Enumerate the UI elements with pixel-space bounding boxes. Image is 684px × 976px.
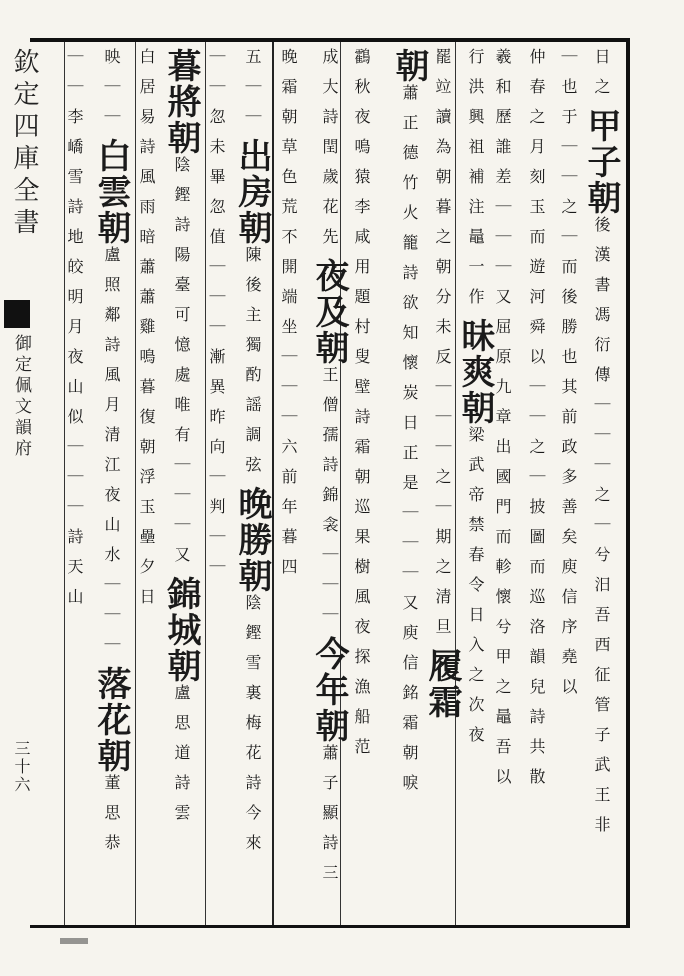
entry-heading: 落花朝 <box>91 666 131 774</box>
text-column <box>560 48 576 708</box>
text-column <box>138 48 154 618</box>
entry-text: 陰鏗詩陽臺可憶處唯有｜｜｜又 <box>172 156 191 576</box>
entry-heading: 暮將朝 <box>161 48 201 156</box>
text-column <box>280 48 296 588</box>
entry-heading: 晚勝朝 <box>232 486 272 594</box>
text-column <box>581 48 621 846</box>
entry-heading: 夜及朝 <box>309 258 349 366</box>
entry-heading: 錦城朝 <box>161 576 201 684</box>
entry-text: 罷竝讀為朝暮之朝 <box>433 48 452 288</box>
entry-text: 詩天山 <box>65 528 84 618</box>
text-column <box>208 48 224 588</box>
entry-text: 成大詩閏歲花先 <box>320 48 339 258</box>
entry-heading: 白雲朝 <box>91 138 131 246</box>
entry-text: ｜｜ <box>65 48 84 108</box>
text-column <box>309 48 349 894</box>
entry-text: 六前年暮四 <box>279 438 298 588</box>
entry-text: ｜｜ <box>207 48 226 108</box>
entry-text: 董思恭 <box>102 774 121 864</box>
entry-text: 日之 <box>592 48 611 108</box>
entry-text: 仲春之月刻玉而遊河舜以｜｜之｜披圖而巡洛韻兒詩共散 <box>527 48 546 798</box>
entry-text: 陳後主獨酌謡調弦 <box>243 246 262 486</box>
text-column <box>494 48 510 798</box>
entry-text: 漸異昨向｜判｜｜ <box>207 348 226 588</box>
entry-text: 陰鏗雪裏梅花詩今來 <box>243 594 262 864</box>
entry-text: 行洪興祖補注鼂一作 <box>466 48 485 318</box>
entry-text: 後漢書馮衍傳｜｜｜之｜兮汨吾西征管子武王非 <box>592 216 611 846</box>
text-column <box>422 48 462 720</box>
footer-smudge <box>60 938 88 944</box>
entry-text: 鸖秋夜鳴猿李咸用題村叟壁詩霜朝巡果樹風夜探漁船范 <box>352 48 371 768</box>
fishtail-mark <box>4 300 30 328</box>
entry-text: 盧照鄰詩風月清江夜山水｜｜｜ <box>102 246 121 666</box>
text-column <box>389 48 429 804</box>
text-column <box>161 48 201 834</box>
entry-heading: 出房朝 <box>232 138 272 246</box>
margin-book-title: 御定佩文韻府 <box>11 334 31 460</box>
entry-text: 浮玉壘夕日 <box>137 468 156 618</box>
margin-book-series: 欽定四庫全書 <box>9 48 39 240</box>
entry-text: ｜也 <box>559 48 578 108</box>
column-rule <box>135 42 136 925</box>
entry-text: 李嶠雪詩地皎明月夜山似｜｜｜ <box>65 108 84 528</box>
entry-text: 蕭正德竹火籠詩欲知懷炭日正是｜｜｜又庾信銘霜朝唳 <box>400 84 419 804</box>
entry-text: 于｜｜之｜而後勝也其前政多善矣庾信序堯以 <box>559 108 578 708</box>
entry-text: 忽未畢忽值｜｜｜ <box>207 108 226 348</box>
text-column <box>455 48 495 756</box>
entry-text: 梁武帝禁春令日入之次夜 <box>466 426 485 756</box>
entry-text: 王僧孺詩錦衾｜｜｜ <box>320 366 339 636</box>
entry-heading: 履霜 <box>422 648 462 720</box>
text-column <box>353 48 369 768</box>
entry-text: 蕭子顯詩三 <box>320 744 339 894</box>
page-number: 三十六 <box>12 740 31 794</box>
entry-text: 不開端坐｜｜｜ <box>279 228 298 438</box>
text-column <box>528 48 544 798</box>
text-column <box>232 48 272 864</box>
entry-heading: 甲子朝 <box>581 108 621 216</box>
entry-text: 白居易詩風雨暗蕭蕭雞鳴暮復朝 <box>137 48 156 468</box>
entry-heading: 昧爽朝 <box>455 318 495 426</box>
entry-text: 盧思道詩雲 <box>172 684 191 834</box>
text-column <box>66 48 82 618</box>
entry-text: 五｜｜ <box>243 48 262 138</box>
entry-heading: 今年朝 <box>309 636 349 744</box>
entry-heading: 朝 <box>389 48 429 84</box>
entry-text: 羲和歷誰差｜｜｜又屈原九章出國門而軫懷兮甲之鼂吾以 <box>493 48 512 798</box>
column-rule <box>205 42 206 925</box>
entry-text: 映｜｜ <box>102 48 121 138</box>
entry-text: 晚霜朝草色荒 <box>279 48 298 228</box>
column-rule <box>272 42 274 925</box>
text-column <box>91 48 131 864</box>
entry-text: 分未反｜｜｜之｜期之清旦 <box>433 288 452 648</box>
